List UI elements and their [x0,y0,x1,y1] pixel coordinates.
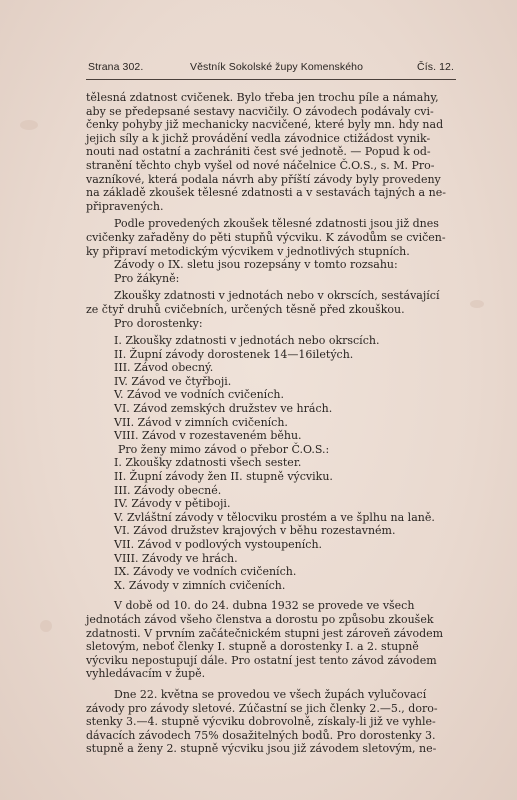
text-line: čenky pohyby již mechanicky nacvičené, které byly mn. hdy nad [86,118,444,132]
page-number: Strana 302. [88,61,144,73]
section-label-zeny: Pro ženy mimo závod o přebor Č.O.S.: [118,442,330,456]
text-line: výcviku nepostupují dále. Pro ostatní jest tento závod závodem [86,653,437,667]
text-line: aby se předepsané sestavy nacvičily. O závodech podávaly cvi- [86,104,434,118]
list-item: VIII. Závod v rozestaveném běhu. [114,429,302,443]
list-item: X. Závody v zimních cvičeních. [114,578,286,592]
list-item: IV. Závod ve čtyřboji. [114,374,232,388]
list-item: II. Župní závody dorostenek 14—16iletých. [114,347,354,361]
text-line: stenky 3.—4. stupně výcviku dobrovolně, získaly-li již ve vyhle- [86,715,436,729]
text-line: závody pro závody sletové. Zúčastní se jich členky 2.—5., doro- [86,701,438,715]
text-line: připravených. [86,199,164,213]
article-body [86,91,458,756]
text-line: cvičenky zařaděny do pěti stupňů výcviku. K závodům se cvičen- [86,230,446,244]
text-line: ze čtyř druhů cvičebních, určených těsně před zkouškou. [86,302,405,316]
text-line: dávacích závodech 75% dosažitelných bodů. Pro dorostenky 3. [86,728,436,742]
paragraph-4 [86,688,458,756]
paragraph-3 [86,599,458,681]
paragraph-1 [86,91,458,213]
text-line: sletovým, neboť členky I. stupně a dorostenky I. a 2. stupně [86,640,419,654]
section-label-dorostenky: Pro dorostenky: [114,316,203,330]
text-line: ky připraví metodickým výcvikem v jednotlivých stupních. [86,244,410,258]
list-item: I. Zkoušky zdatnosti v jednotách nebo okrscích. [114,334,380,348]
paper-stain [40,620,52,632]
text-line: na základě zkoušek tělesné zdatnosti a v sestavách tajných a ne- [86,186,446,200]
text-line: zdatnosti. V prvním začátečnickém stupni jest zároveň závodem [86,626,444,640]
list-item: VII. Závod v podlových vystoupeních. [114,538,323,551]
list-item: III. Závody obecné. [114,483,222,497]
text-line: Podle provedených zkoušek tělesné zdatnosti jsou již dnes [114,217,439,231]
header-rule [86,79,456,80]
list-item: V. Zvláštní závody v tělocviku prostém a ve šplhu na laně. [114,510,435,524]
section-label-zakyne: Pro žákyně: [114,271,180,285]
text-line: stranění těchto chyb vyšel od nové náčelnice Č.O.S., s. M. Pro- [86,158,435,172]
text-line: jednotách závod všeho členstva a dorostu po způsobu zkoušek [86,612,434,626]
list-item: I. Zkoušky zdatnosti všech sester. [114,456,302,470]
list-item: V. Závod ve vodních cvičeních. [114,388,284,402]
list-item: VI. Závod zemských družstev ve hrách. [114,402,333,416]
text-line: vyhledávacím v župě. [86,667,206,681]
dorostenky-list [86,334,458,443]
text-line: stupně a ženy 2. stupně výcviku jsou již závodem sletovým, ne- [86,742,437,756]
text-line: Zkoušky zdatnosti v jednotách nebo v okrscích, sestávající [114,289,440,303]
list-item: IV. Závody v pětiboji. [114,497,231,511]
text-line: Dne 22. května se provedou ve všech župách vylučovací [114,687,427,701]
list-item: VI. Závod družstev krajových v běhu rozestavném. [114,524,396,538]
text-line: jejich síly a k jichž provádění vedla závodnice ctižádost vynik- [86,131,431,145]
text-line: vazníkové, která podala návrh aby příští závody byly provedeny [86,172,441,186]
journal-title: Věstník Sokolské župy Komenského [190,61,364,73]
list-item: IX. Závody ve vodních cvičeních. [114,565,297,579]
running-header [88,61,454,77]
issue-number: Čís. 12. [417,61,454,73]
list-item: III. Závod obecný. [114,361,214,375]
list-item: II. Župní závody žen II. stupně výcviku. [114,470,333,484]
text-line: V době od 10. do 24. dubna 1932 se provede ve všech [114,599,415,613]
text-line: tělesná zdatnost cvičenek. Bylo třeba jen trochu píle a námahy, [86,91,439,104]
list-item: VII. Závod v zimních cvičeních. [114,415,288,429]
zakyne-section [86,289,458,330]
paper-stain [20,120,38,130]
zeny-list [86,443,458,593]
paper-stain [470,300,484,308]
text-line: Závody o IX. sletu jsou rozepsány v tomto rozsahu: [114,258,398,272]
paragraph-2 [86,217,458,285]
list-item: VIII. Závody ve hrách. [114,551,238,565]
text-line: nouti nad ostatní a zachrániti čest své jednotě. — Popud k od- [86,145,431,159]
